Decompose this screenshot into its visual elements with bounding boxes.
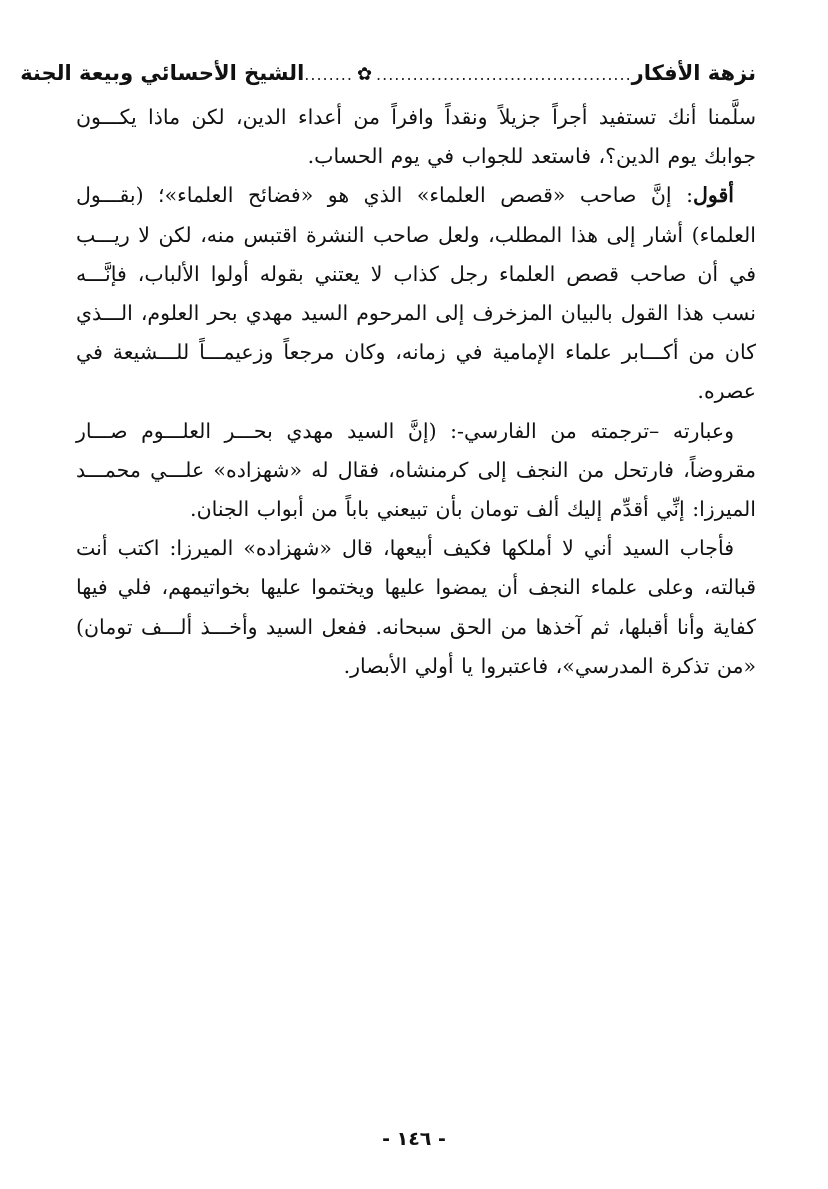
paragraph-text: وعبارته –ترجمته من الفارسي-: (إنَّ السيد مهدي بحـــر العلـــوم صـــار مقروضاً، فارتحل من النجف إلى كرمنشاه، فقال له «شهزاده» علـــي محمـــد الميرزا: إنِّي أقدِّم إليك ألف تومان بأن تبيعني باباً من أبواب الجنان. [76,418,756,522]
paragraph [76,176,756,411]
paragraph [76,529,756,686]
running-header [20,52,756,94]
page-number: - ١٤٦ - [382,1128,446,1150]
book-title: نزهة الأفكار [631,61,756,85]
body-text [76,98,756,686]
page [20,52,756,686]
paragraph-lead-word: أقول [693,183,734,208]
chapter-title: الشيخ الأحسائي وبيعة الجنة [20,61,305,85]
paragraph-text: سلَّمنا أنك تستفيد أجراً جزيلاً ونقداً وافراً من أعداء الدين، لكن ماذا يكـــون جوابك يوم الدين؟، فاستعد للجواب في يوم الحساب. [76,105,756,169]
paragraph [76,98,756,176]
paragraph-text: : إنَّ صاحب «قصص العلماء» الذي هو «فضائح العلماء»؛ (بقـــول العلماء) أشار إلى هذا المطلب، ولعل صاحب النشرة اقتبس منه، لكن لا ريـــب في أن صاحب قصص العلماء رجل كذاب لا يعتني بقوله أولوا الألباب، فإنَّـــه نسب هذا القول بالبيان المزخرف إلى المرحوم السيد مهدي بحر العلوم، الـــذي كان من أكـــابر علماء الإمامية في زمانه، وكان مرجعاً وزعيمـــاً للـــشيعة في عصره. [76,183,756,404]
header-dot-leader-short: ........ [304,65,353,84]
paragraph-text: فأجاب السيد أني لا أملكها فكيف أبيعها، قال «شهزاده» الميرزا: اكتب أنت قبالته، وعلى علماء النجف أن يمضوا عليها ويختموا عليها بخواتيمهم، فلي فيها كفاية وأنا أقبلها، ثم آخذها من الحق سبحانه. ففعل السيد وأخـــذ ألـــف تومان) «من تذكرة المدرسي»، فاعتبروا يا أولي الأبصار. [76,536,756,678]
flower-ornament-icon: ✿ [356,64,373,85]
header-dot-leader: .......................................... [376,65,632,84]
paragraph [76,412,756,530]
